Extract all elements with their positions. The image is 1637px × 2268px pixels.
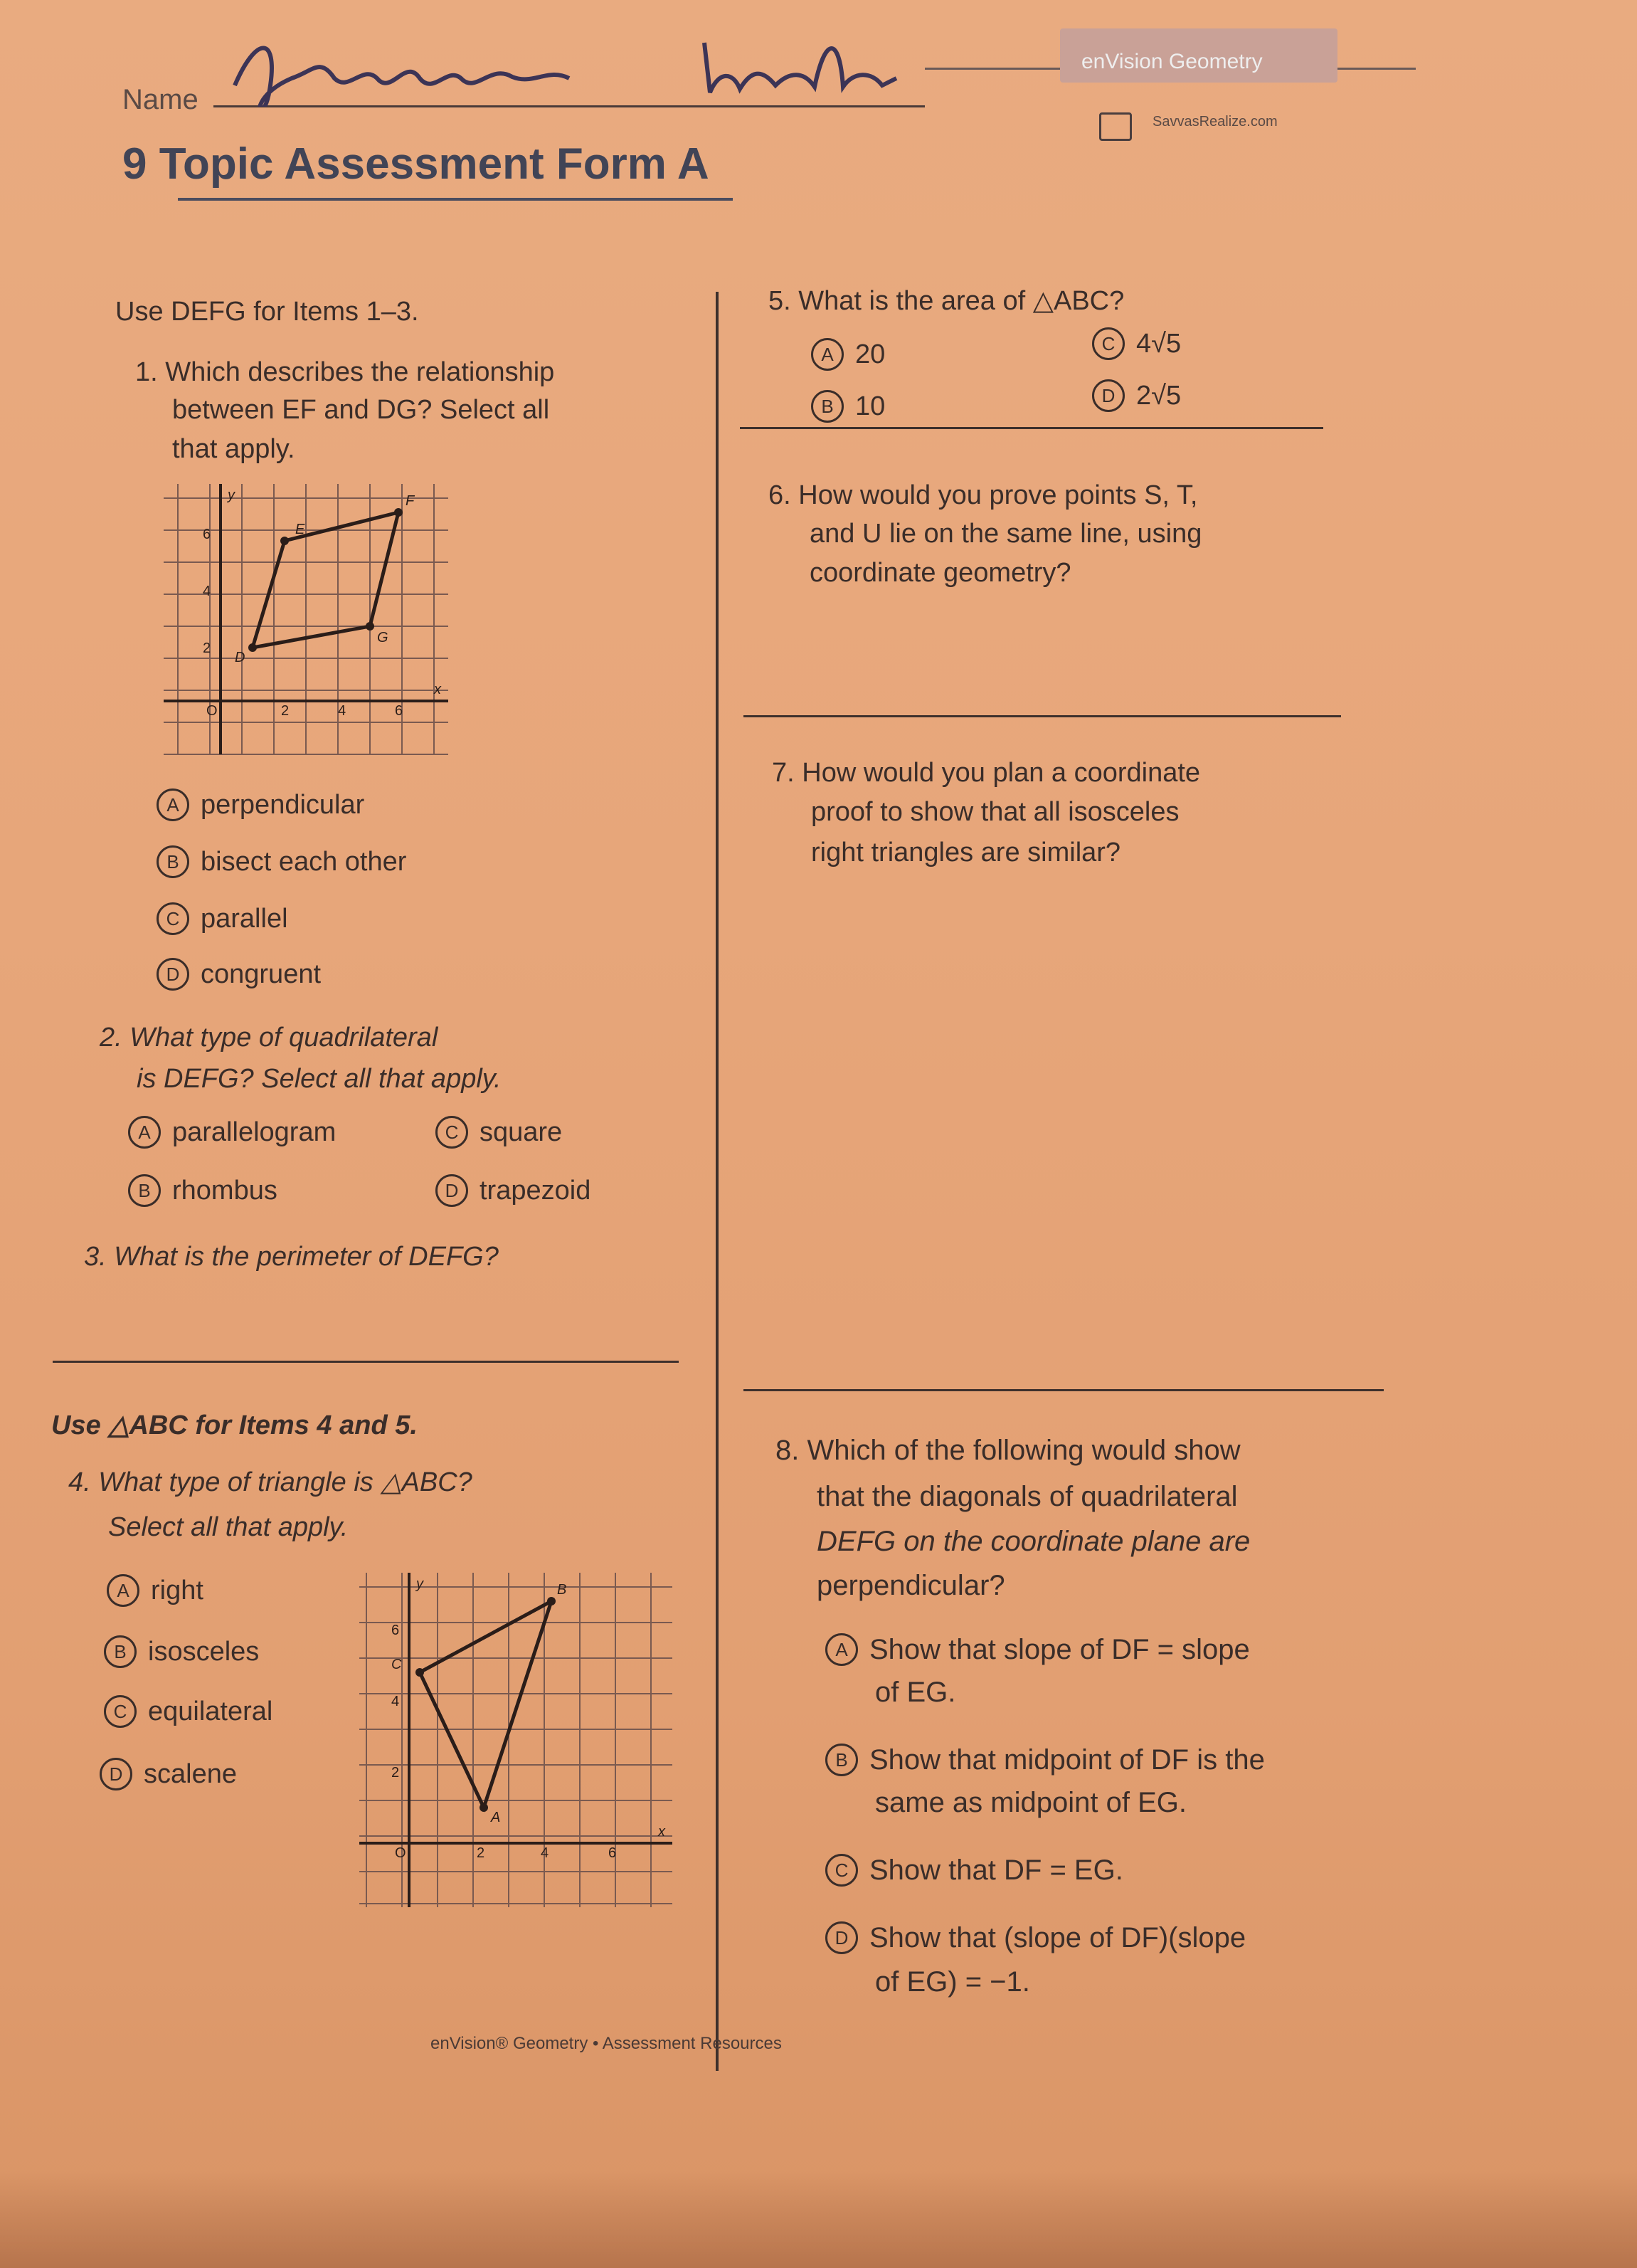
q8-option-a[interactable]	[825, 1633, 1250, 1666]
q8-line4: perpendicular?	[817, 1570, 1005, 1601]
q8-option-b[interactable]	[825, 1744, 1265, 1776]
use-abc-note: Use △ABC for Items 4 and 5.	[51, 1410, 418, 1440]
q4-bubble-c[interactable]: C	[104, 1695, 137, 1728]
column-divider	[716, 292, 719, 2071]
q4-option-d[interactable]	[100, 1758, 237, 1790]
name-label: Name	[122, 84, 198, 115]
q5-option-a[interactable]	[811, 338, 885, 371]
page-footer: enVision® Geometry • Assessment Resources	[430, 2034, 782, 2053]
q1-bubble-a[interactable]: A	[157, 788, 189, 821]
q8-bubble-c[interactable]: C	[825, 1854, 858, 1887]
q8-option-a-line1: Show that slope of DF = slope	[869, 1633, 1250, 1665]
q4-option-b-text: isosceles	[148, 1636, 260, 1667]
signature-last	[697, 28, 911, 123]
signature-first	[228, 28, 626, 123]
q2-line2: is DEFG? Select all that apply.	[137, 1064, 502, 1094]
tick2-y-6: 6	[391, 1623, 400, 1638]
q2-line1: 2. What type of quadrilateral	[100, 1023, 438, 1053]
q3-text: 3. What is the perimeter of DEFG?	[84, 1242, 499, 1272]
q1-line2: between EF and DG? Select all	[172, 395, 550, 425]
q4-option-b[interactable]	[104, 1635, 259, 1668]
graph-defg	[164, 484, 462, 761]
tick2-y-4: 4	[391, 1694, 400, 1709]
q5-bubble-d[interactable]: D	[1092, 379, 1125, 412]
q7-rule	[743, 1389, 1384, 1391]
page-title: 9 Topic Assessment Form A	[122, 139, 709, 189]
point-g	[366, 622, 374, 631]
q8-option-d[interactable]	[825, 1921, 1246, 1954]
signature-first-drawing	[228, 28, 626, 107]
q8-bubble-d[interactable]: D	[825, 1921, 858, 1954]
q1-option-b-text: bisect each other	[201, 846, 407, 877]
q5-bubble-c[interactable]: C	[1092, 327, 1125, 360]
q2-bubble-b[interactable]: B	[128, 1174, 161, 1207]
point-f	[394, 508, 403, 517]
q4-line2: Select all that apply.	[108, 1512, 349, 1542]
tick2-x-6: 6	[608, 1845, 617, 1861]
q5-rule	[740, 427, 1323, 429]
q8-option-b-line2: same as midpoint of EG.	[875, 1787, 1187, 1818]
tick-x-0: O	[206, 703, 218, 719]
q4-option-a[interactable]	[107, 1574, 203, 1607]
label-f: F	[406, 493, 415, 509]
q4-option-c[interactable]	[104, 1695, 272, 1728]
triangle-abc	[420, 1601, 551, 1808]
label-g: G	[377, 630, 388, 645]
q1-option-d-text: congruent	[201, 959, 322, 989]
q2-bubble-d[interactable]: D	[435, 1174, 468, 1207]
tick2-x-0: O	[395, 1845, 406, 1861]
q1-option-c-text: parallel	[201, 903, 288, 934]
tick-y-4: 4	[203, 584, 211, 599]
q5-stem: 5. What is the area of △ABC?	[768, 286, 1125, 316]
q5-option-a-text: 20	[855, 339, 886, 369]
q4-bubble-b[interactable]: B	[104, 1635, 137, 1668]
q1-option-a[interactable]	[157, 788, 364, 821]
q1-option-c[interactable]	[157, 902, 288, 935]
q5-option-d-text: 2√5	[1136, 380, 1182, 411]
q4-bubble-d[interactable]: D	[100, 1758, 132, 1790]
tick-y-2: 2	[203, 640, 211, 656]
tick-x-2: 2	[281, 703, 290, 719]
signature-last-drawing	[697, 28, 911, 107]
q2-option-c[interactable]	[435, 1116, 562, 1149]
point-c	[415, 1668, 424, 1677]
q8-bubble-a[interactable]: A	[825, 1633, 858, 1666]
tick2-y-2: 2	[391, 1765, 400, 1781]
q8-option-d-line1: Show that (slope of DF)(slope	[869, 1921, 1246, 1953]
title-rule	[178, 198, 733, 201]
q1-line1: 1. Which describes the relationship	[135, 357, 555, 387]
q7-line3: right triangles are similar?	[811, 838, 1121, 867]
q8-line2: that the diagonals of quadrilateral	[817, 1481, 1238, 1512]
q2-option-d[interactable]	[435, 1174, 590, 1207]
point-b	[547, 1597, 556, 1605]
graph-abc-x-label: x	[658, 1824, 665, 1840]
q4-option-c-text: equilateral	[148, 1696, 273, 1726]
q1-option-d[interactable]	[157, 958, 321, 991]
brand-text: enVision Geometry	[1081, 50, 1263, 73]
q2-option-d-text: trapezoid	[480, 1175, 591, 1206]
realize-icon	[1099, 112, 1132, 141]
label-b: B	[557, 1582, 567, 1598]
q4-option-a-text: right	[151, 1575, 203, 1605]
q5-bubble-a[interactable]: A	[811, 338, 844, 371]
q8-option-a-line2: of EG.	[875, 1677, 956, 1708]
tick-y-6: 6	[203, 527, 211, 542]
q1-option-a-text: perpendicular	[201, 789, 365, 820]
q6-line2: and U lie on the same line, using	[810, 519, 1202, 549]
graph-abc	[359, 1573, 679, 1914]
label-d: D	[235, 650, 245, 665]
q2-option-a-text: parallelogram	[172, 1117, 337, 1147]
graph-abc-grid	[359, 1573, 672, 1907]
q6-line3: coordinate geometry?	[810, 558, 1071, 588]
q2-option-b-text: rhombus	[172, 1175, 277, 1206]
bottom-shadow	[0, 2171, 1637, 2268]
q8-bubble-b[interactable]: B	[825, 1744, 858, 1776]
q2-option-c-text: square	[480, 1117, 563, 1147]
q5-option-c-text: 4√5	[1136, 328, 1182, 359]
q7-line2: proof to show that all isosceles	[811, 797, 1180, 827]
q2-option-a[interactable]	[128, 1116, 336, 1149]
tick-x-6: 6	[395, 703, 403, 719]
q6-rule	[743, 715, 1341, 717]
graph-defg-y-label: y	[228, 487, 235, 503]
q8-option-c[interactable]	[825, 1854, 1123, 1887]
q5-option-b[interactable]	[811, 390, 885, 423]
q8-line3: DEFG on the coordinate plane are	[817, 1526, 1251, 1557]
label-e: E	[295, 522, 305, 537]
tick-x-4: 4	[338, 703, 346, 719]
q5-option-b-text: 10	[855, 391, 886, 421]
q2-bubble-a[interactable]: A	[128, 1116, 161, 1149]
tick2-x-4: 4	[541, 1845, 549, 1861]
q3-answer-line	[53, 1361, 679, 1363]
q8-line1: 8. Which of the following would show	[775, 1435, 1241, 1466]
site-text: SavvasRealize.com	[1153, 114, 1278, 130]
use-defg-note: Use DEFG for Items 1–3.	[115, 297, 419, 327]
q8-option-c-line1: Show that DF = EG.	[869, 1854, 1123, 1886]
q1-bubble-b[interactable]: B	[157, 845, 189, 878]
q4-bubble-a[interactable]: A	[107, 1574, 139, 1607]
point-d	[248, 643, 257, 652]
q4-line1: 4. What type of triangle is △ABC?	[68, 1467, 472, 1497]
q1-option-b[interactable]	[157, 845, 406, 878]
q5-option-d[interactable]	[1092, 379, 1181, 412]
q8-option-b-line1: Show that midpoint of DF is the	[869, 1744, 1265, 1776]
label-a: A	[491, 1810, 501, 1825]
graph-abc-y-label: y	[416, 1576, 423, 1592]
q5-bubble-b[interactable]: B	[811, 390, 844, 423]
q4-option-d-text: scalene	[144, 1758, 237, 1789]
q1-bubble-c[interactable]: C	[157, 902, 189, 935]
q1-line3: that apply.	[172, 434, 295, 464]
q6-line1: 6. How would you prove points S, T,	[768, 480, 1198, 510]
q7-line1: 7. How would you plan a coordinate	[772, 758, 1201, 788]
q5-option-c[interactable]	[1092, 327, 1181, 360]
q1-bubble-d[interactable]: D	[157, 958, 189, 991]
q8-option-d-line2: of EG) = −1.	[875, 1966, 1030, 1998]
q2-option-b[interactable]	[128, 1174, 277, 1207]
q2-bubble-c[interactable]: C	[435, 1116, 468, 1149]
point-a	[480, 1803, 488, 1812]
point-e	[280, 537, 289, 545]
graph-defg-x-label: x	[434, 682, 441, 697]
tick2-x-2: 2	[477, 1845, 485, 1861]
label-c: C	[391, 1657, 402, 1672]
